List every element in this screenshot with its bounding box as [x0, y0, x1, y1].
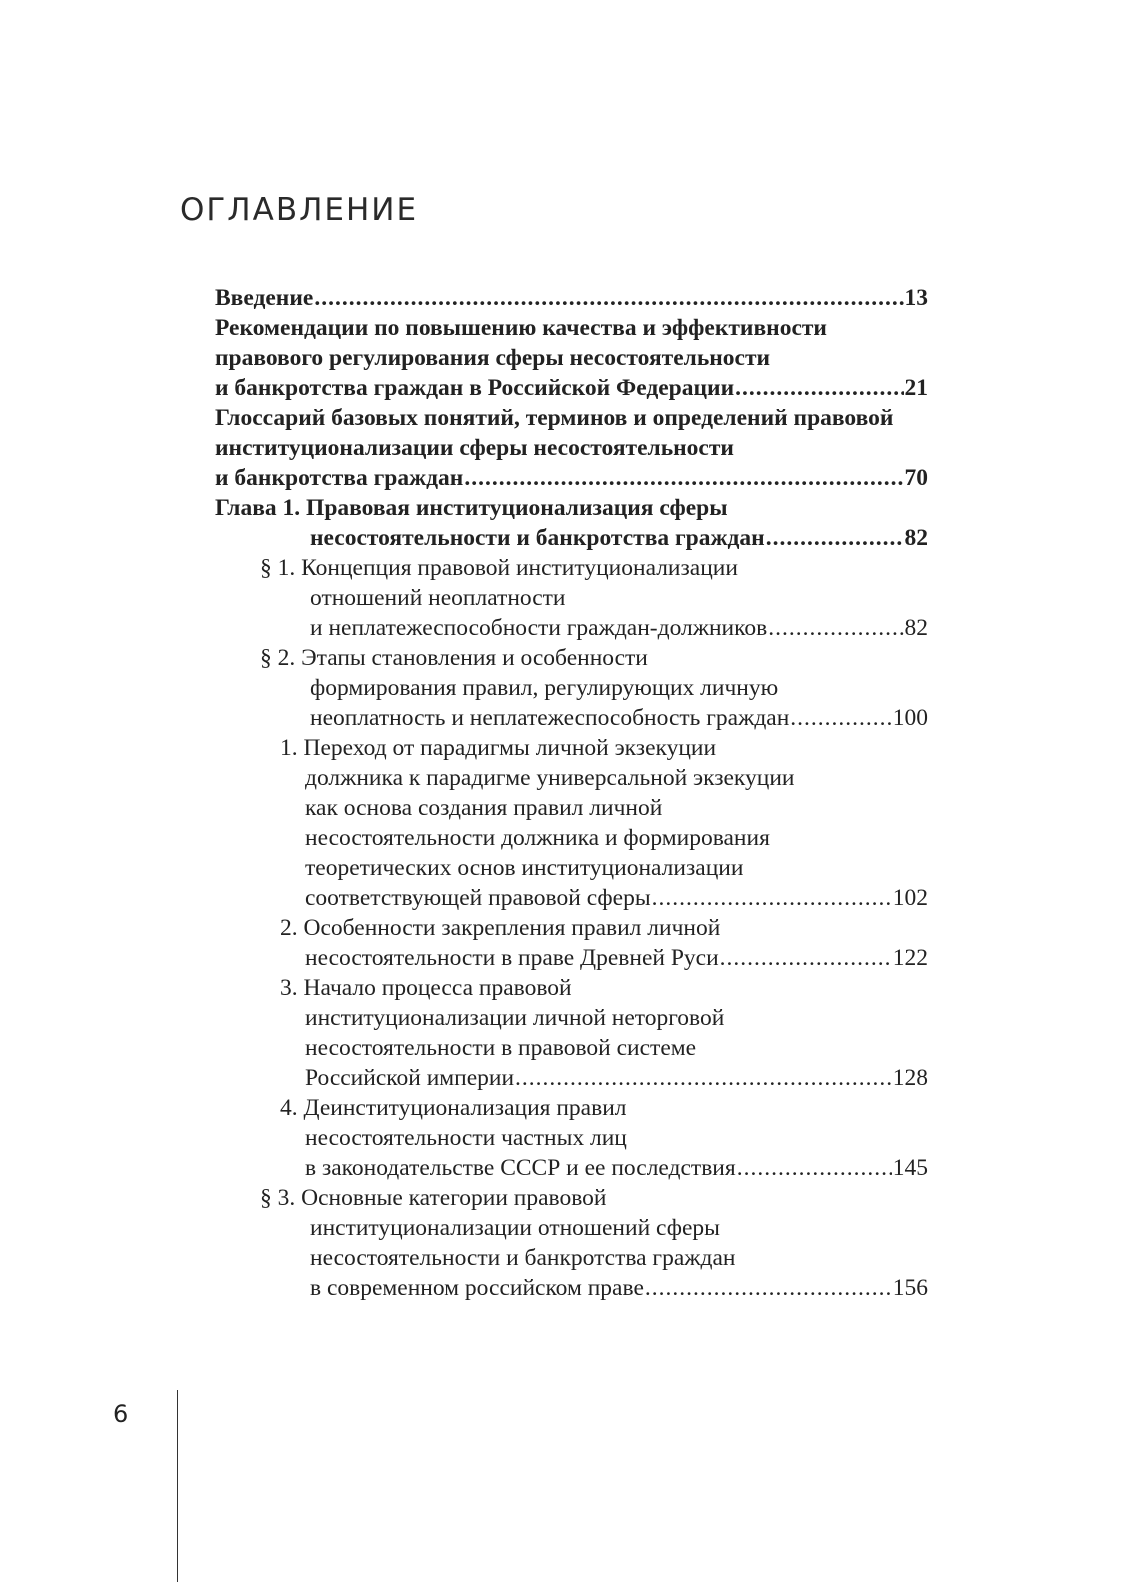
- toc-entry-text: Рекомендации по повышению качества и эффективности: [215, 315, 827, 341]
- toc-entry-subsection-2-4[interactable]: [215, 1093, 928, 1183]
- toc-entry-text: § 1. Концепция правовой институционализации: [260, 555, 738, 581]
- toc-entry-text: 1. Переход от парадигмы личной экзекуции: [280, 735, 717, 761]
- toc-page-number: 13: [904, 285, 928, 311]
- toc-entry-text: § 3. Основные категории правовой: [260, 1185, 607, 1211]
- toc-entry-text: и банкротства граждан: [215, 465, 464, 491]
- toc-entry-text: правового регулирования сферы несостоятельности: [215, 345, 771, 371]
- toc-page-number: 100: [892, 705, 928, 731]
- dot-leader: [735, 373, 903, 403]
- toc-entry-text: должника к парадигме универсальной экзекуции: [305, 765, 795, 791]
- dot-leader: [652, 883, 892, 913]
- toc-entry-text: несостоятельности должника и формирования: [305, 825, 770, 851]
- toc-heading: ОГЛАВЛЕНИЕ: [180, 192, 419, 228]
- toc-entry-text: теоретических основ институционализации: [305, 855, 744, 881]
- toc-entry-text: институционализации отношений сферы: [310, 1215, 720, 1241]
- toc-entry-section-3[interactable]: [215, 1183, 928, 1303]
- toc-entry-text: в современном российском праве: [310, 1275, 644, 1301]
- toc-entry-section-2[interactable]: [215, 643, 928, 733]
- dot-leader: [737, 1153, 892, 1183]
- dot-leader: [515, 1063, 892, 1093]
- toc-entry-introduction[interactable]: [215, 283, 928, 313]
- toc-page-number: 128: [892, 1065, 928, 1091]
- toc-page-number: 122: [892, 945, 928, 971]
- dot-leader: [766, 523, 904, 553]
- toc-entry-text: как основа создания правил личной: [305, 795, 663, 821]
- dot-leader: [464, 463, 903, 493]
- toc-entry-text: § 2. Этапы становления и особенности: [260, 645, 648, 671]
- toc-entry-section-1[interactable]: [215, 553, 928, 643]
- toc-entry-glossary[interactable]: [215, 403, 928, 493]
- toc-entry-subsection-2-3[interactable]: [215, 973, 928, 1093]
- toc-entry-text: 4. Деинституционализация правил: [280, 1095, 627, 1121]
- toc-entry-text: в законодательстве СССР и ее последствия: [305, 1155, 736, 1181]
- toc-page-number: 21: [904, 375, 928, 401]
- toc-entry-text: и неплатежеспособности граждан-должников: [310, 615, 768, 641]
- toc-entry-text: несостоятельности в праве Древней Руси: [305, 945, 719, 971]
- toc-entry-text: институционализации сферы несостоятельности: [215, 435, 734, 461]
- table-of-contents: [215, 283, 928, 1303]
- toc-page-number: 145: [892, 1155, 928, 1181]
- toc-entry-text: 2. Особенности закрепления правил личной: [280, 915, 721, 941]
- toc-entry-text: отношений неоплатности: [310, 585, 566, 611]
- toc-entry-text: несостоятельности в правовой системе: [305, 1035, 697, 1061]
- toc-entry-text: несостоятельности и банкротства граждан: [310, 525, 765, 551]
- margin-rule: [177, 1390, 178, 1582]
- toc-entry-text: институционализации личной неторговой: [305, 1005, 725, 1031]
- toc-page-number: 82: [904, 525, 928, 551]
- page-number: 6: [113, 1400, 129, 1428]
- toc-entry-text: соответствующей правовой сферы: [305, 885, 651, 911]
- dot-leader: [790, 703, 891, 733]
- toc-entry-text: 3. Начало процесса правовой: [280, 975, 572, 1001]
- toc-entry-text: неоплатность и неплатежеспособность граждан: [310, 705, 790, 731]
- dot-leader: [768, 613, 903, 643]
- toc-entry-text: несостоятельности и банкротства граждан: [310, 1245, 736, 1271]
- toc-page-number: 70: [904, 465, 928, 491]
- toc-entry-chapter-1[interactable]: [215, 493, 928, 553]
- toc-entry-subsection-2-2[interactable]: [215, 913, 928, 973]
- toc-entry-text: Глава 1. Правовая институционализация сферы: [215, 495, 728, 521]
- dot-leader: [645, 1273, 892, 1303]
- toc-entry-text: формирования правил, регулирующих личную: [310, 675, 779, 701]
- toc-entry-text: несостоятельности частных лиц: [305, 1125, 627, 1151]
- toc-page-number: 156: [892, 1275, 928, 1301]
- toc-entry-text: Введение: [215, 285, 314, 311]
- dot-leader: [314, 283, 903, 313]
- dot-leader: [720, 943, 892, 973]
- toc-entry-text: Глоссарий базовых понятий, терминов и определений правовой: [215, 405, 894, 431]
- toc-page-number: 82: [904, 615, 928, 641]
- toc-entry-text: Российской империи: [305, 1065, 515, 1091]
- toc-page-number: 102: [892, 885, 928, 911]
- toc-entry-text: и банкротства граждан в Российской Федерации: [215, 375, 735, 401]
- toc-entry-recommendations[interactable]: [215, 313, 928, 403]
- toc-entry-subsection-2-1[interactable]: [215, 733, 928, 913]
